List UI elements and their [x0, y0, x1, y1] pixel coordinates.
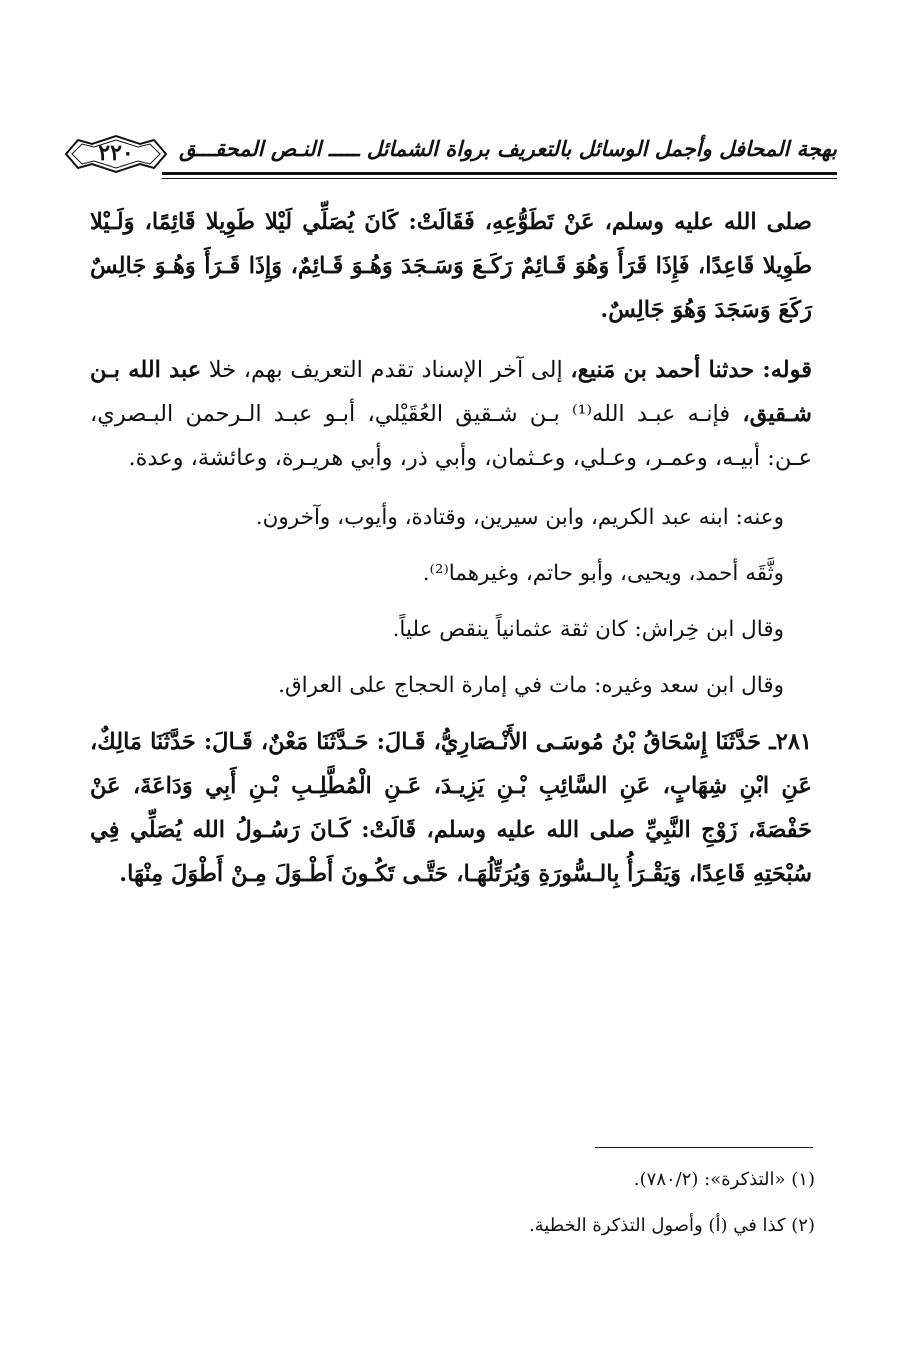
commentary-text: إلى آخر الإسناد تقدم التعريف بهم، خلا — [201, 357, 571, 383]
line-trustworthy: وثَّقَه أحمد، ويحيى، وأبو حاتم، وغيرهما⁽²⁾. — [422, 561, 784, 586]
paragraph-hadith-continuation: صلى الله عليه وسلم، عَنْ تَطَوُّعِهِ، فَقَالَتْ: كَانَ يُصَلِّي لَيْلا طَوِيلا قَائِمًا، وَلَـيْلا طَوِيلا قَاعِدًا، فَإِذَا قَرَأَ وَهُوَ قَـائِمٌ رَكَـعَ وَسَـجَدَ وَهُـوَ قَـائِمٌ، وَإِذَا قَـرَأَ وَهُـوَ جَالِسٌ رَكَعَ وَسَجَدَ وَهُوَ جَالِسٌ. — [90, 209, 812, 323]
main-text — [90, 200, 812, 896]
commentary-lead: قوله: حدثنا أحمد بن مَنيع، — [570, 357, 812, 383]
running-header — [62, 128, 837, 184]
line-ibn-khirash: وقال ابن خِراش: كان ثقة عثمانياً ينقص علياً. — [392, 617, 784, 642]
page-number-badge — [62, 134, 170, 174]
footnote-1: (١) «التذكرة»: (٧٨٠/٢). — [633, 1169, 815, 1190]
footnote-rule — [595, 1147, 813, 1148]
footnotes — [300, 1162, 815, 1254]
paragraph-hadith-281: ٢٨١ـ حَدَّثَنَا إِسْحَاقُ بْنُ مُوسَـى الأَنْـصَارِيُّ، قَـالَ: حَـدَّثَنَا مَعْنٌ، قَـالَ: حَدَّثَنَا مَالِكٌ، عَنِ ابْنِ شِهَابٍ، عَنِ السَّائِبِ بْـنِ يَزِيـدَ، عَـنِ الْمُطَّلِـبِ بْـنِ أَبِي وَدَاعَةَ، عَنْ حَفْصَةَ، زَوْجِ النَّبِيِّ صلى الله عليه وسلم، قَالَتْ: كَـانَ رَسُـولُ الله يُصَلِّي فِي سُبْحَتِهِ قَاعِدًا، وَيَقْـرَأُ بِالـسُّورَةِ وَيُرَتِّلُهَـا، حَتَّـى تَكُـونَ أَطْـوَلَ مِـنْ أَطْوَلَ مِنْهَا. — [90, 729, 812, 887]
header-title: بهجة المحافل وأجمل الوسائل بالتعريف برواة الشمائل ـــــ النـص المحقـــق — [179, 136, 837, 161]
paragraph-commentary — [90, 348, 812, 480]
header-rule — [162, 172, 837, 179]
narrator-name: عبد الله بـن شـقيق، — [90, 357, 812, 427]
commentary-rest: فإنـه عبـد الله⁽¹⁾ بـن شـقيق العُقَيْلي، أبـو عبـد الـرحمن البـصري، عـن: أبيـه، وعمـر، وعـلي، وعـثمان، وأبي ذر، وأبي هريـرة، وعائشة، وعدة. — [90, 401, 812, 471]
footnote-2: (٢) كذا في (أ) وأصول التذكرة الخطية. — [528, 1215, 815, 1236]
line-students: وعنه: ابنه عبد الكريم، وابن سيرين، وقتادة، وأيوب، وآخرون. — [255, 505, 784, 530]
line-ibn-saad: وقال ابن سعد وغيره: مات في إمارة الحجاج على العراق. — [278, 673, 784, 698]
page-number: ٢٢٠ — [98, 140, 134, 166]
